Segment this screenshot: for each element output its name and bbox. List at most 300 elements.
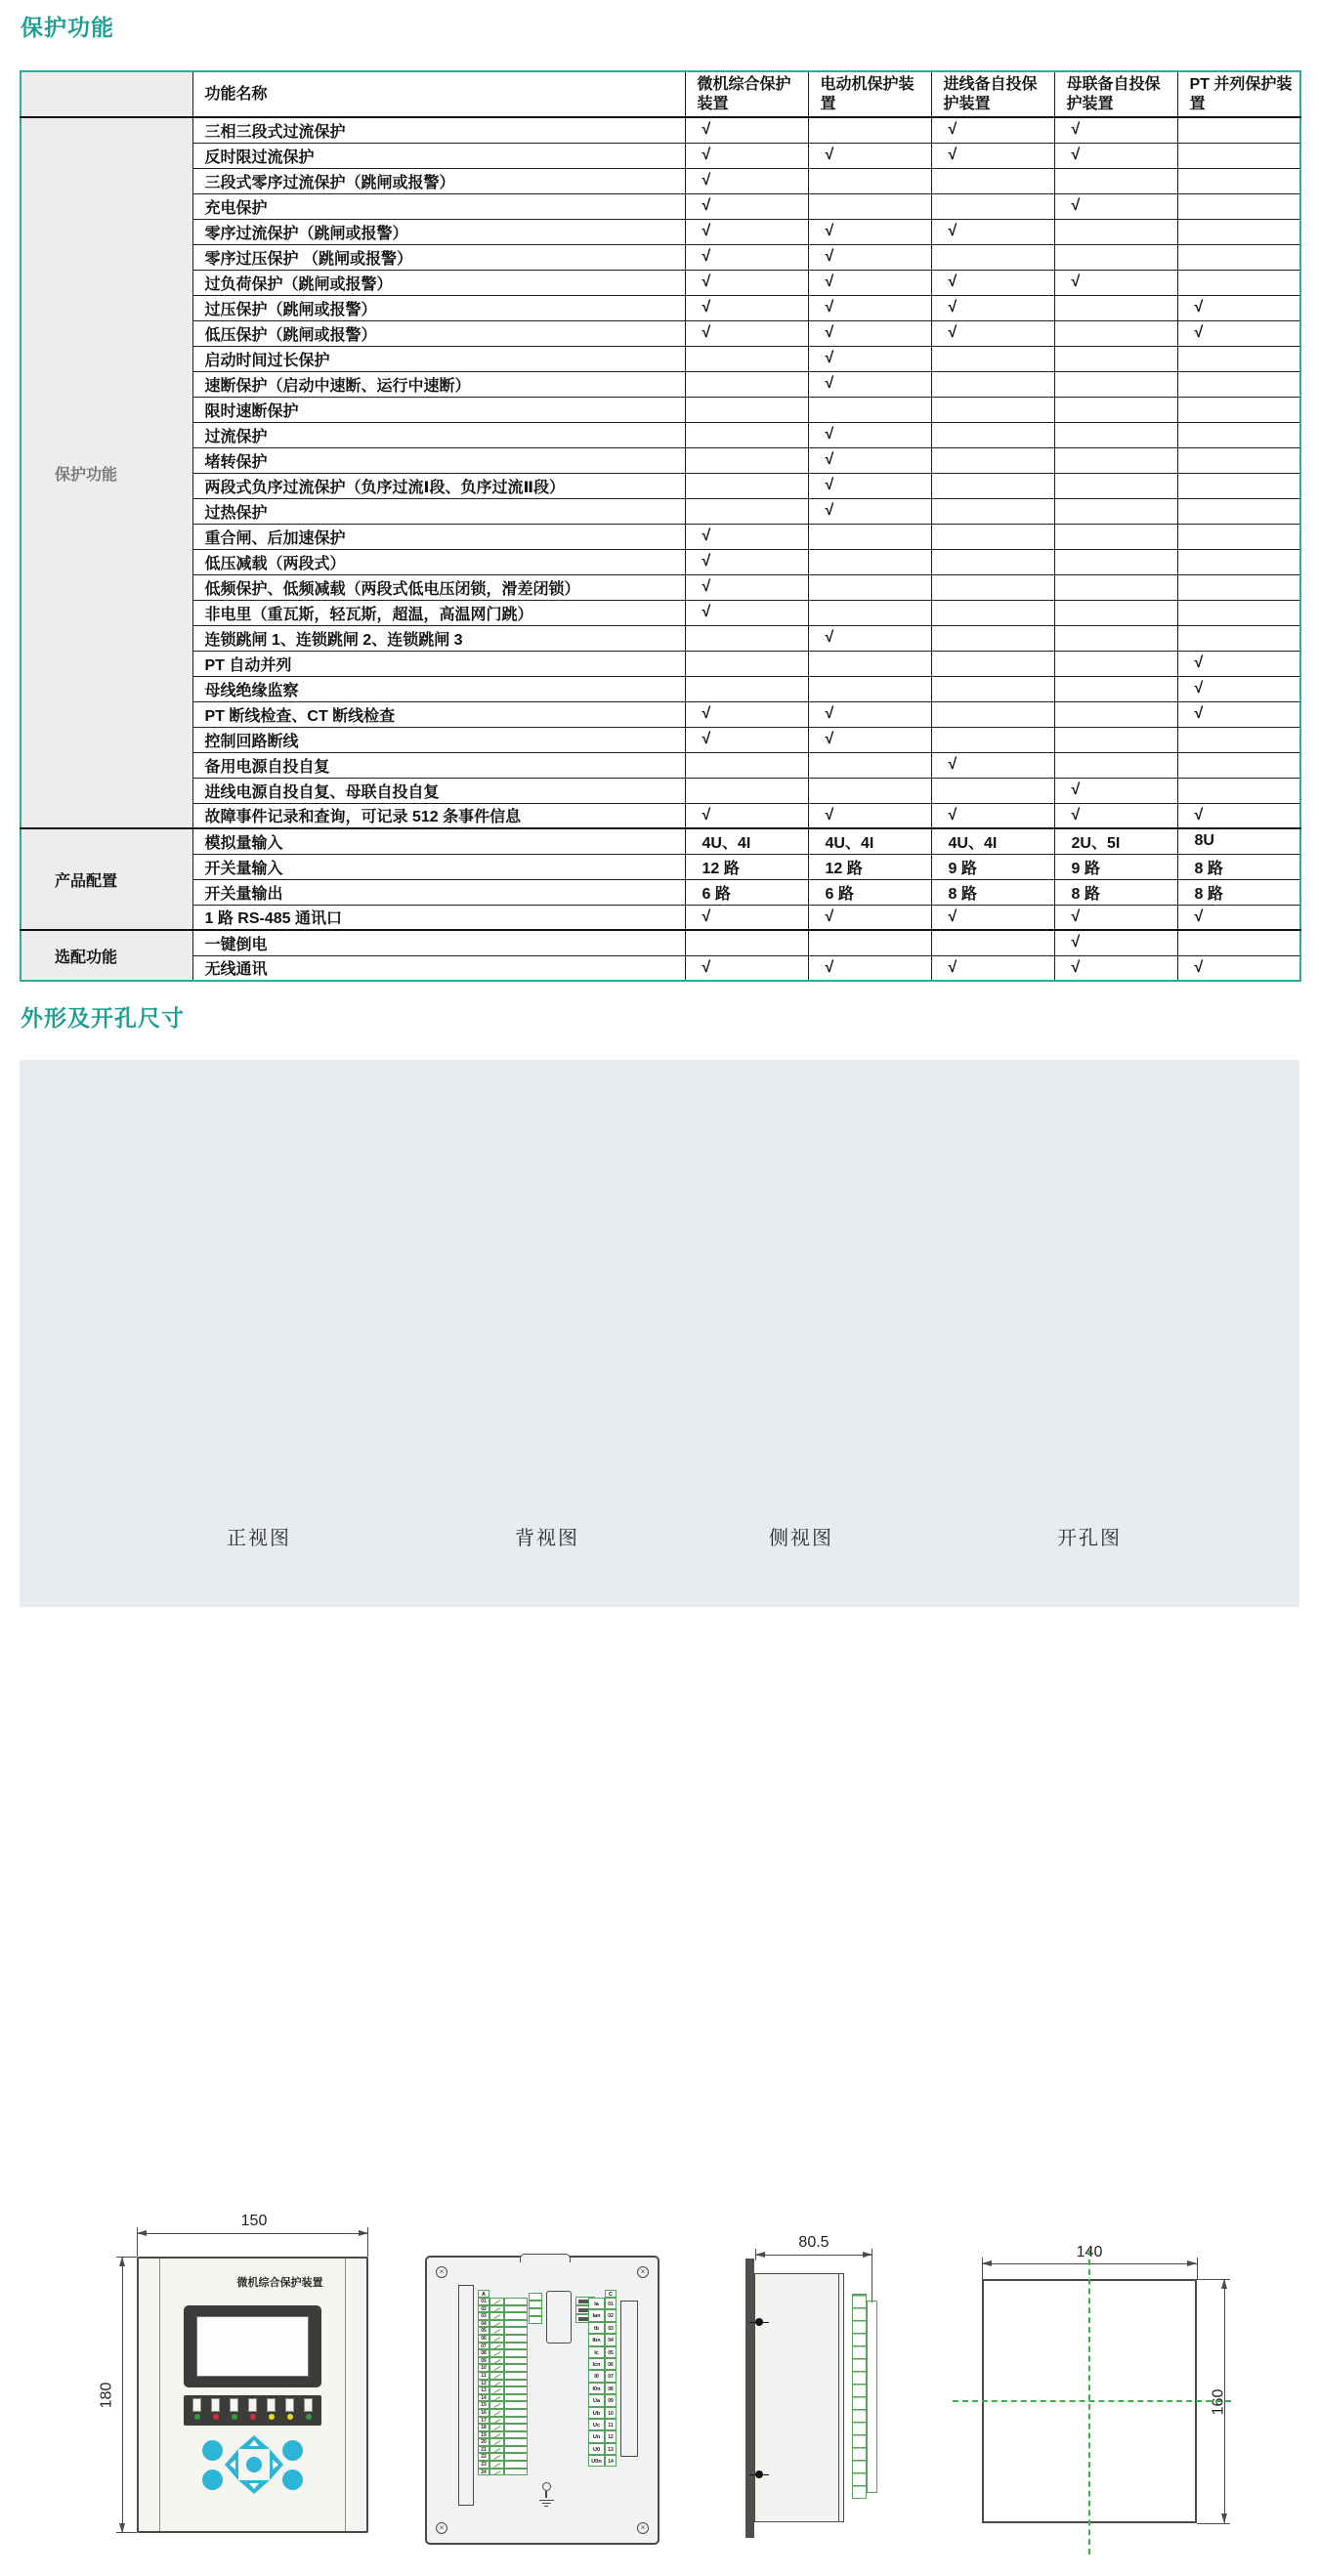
terminal-row: 21 xyxy=(478,2446,528,2454)
function-button[interactable] xyxy=(202,2440,223,2461)
config-value: 8 路 xyxy=(1177,854,1300,879)
drawings-panel xyxy=(20,1060,1299,2532)
function-name: 非电里（重瓦斯，轻瓦斯，超温，高温网门跳） xyxy=(192,600,685,625)
config-value: 8 路 xyxy=(1177,879,1300,905)
empty-cell xyxy=(808,168,931,193)
empty-cell xyxy=(1177,752,1300,778)
terminal-row: 18 xyxy=(478,2424,528,2431)
indicator-column xyxy=(248,2398,257,2426)
empty-cell xyxy=(931,371,1054,397)
empty-cell xyxy=(808,930,931,955)
terminal-row: Uc 11 xyxy=(588,2419,617,2430)
empty-cell xyxy=(931,930,1054,955)
group-label: 选配功能 xyxy=(21,930,192,981)
empty-cell xyxy=(931,676,1054,701)
device-body-side xyxy=(754,2273,844,2522)
function-name: 低压保护（跳闸或报警） xyxy=(192,320,685,346)
indicator-label-box xyxy=(211,2398,220,2412)
empty-cell xyxy=(1177,574,1300,600)
empty-cell xyxy=(1054,600,1177,625)
check-mark: √ xyxy=(1054,930,1177,955)
terminal-row: Ib 03 xyxy=(588,2322,617,2334)
terminal-row: 04 xyxy=(478,2320,528,2328)
empty-cell xyxy=(808,524,931,549)
empty-cell xyxy=(931,422,1054,447)
empty-cell xyxy=(1177,244,1300,270)
check-mark: √ xyxy=(808,422,931,447)
device-header-3: 进线备自投保护装置 xyxy=(931,71,1054,117)
config-value: 4U、4I xyxy=(685,828,808,854)
side-view-drawing xyxy=(703,2232,899,2555)
enter-button[interactable] xyxy=(244,2455,264,2474)
check-mark: √ xyxy=(685,193,808,219)
table-row xyxy=(21,346,1300,371)
table-row xyxy=(21,143,1300,168)
empty-cell xyxy=(685,778,808,803)
indicator-label-box xyxy=(285,2398,294,2412)
empty-cell xyxy=(808,117,931,143)
empty-cell xyxy=(931,651,1054,676)
empty-cell xyxy=(685,651,808,676)
empty-cell xyxy=(1054,422,1177,447)
side-depth-dimline xyxy=(755,2255,872,2256)
check-mark: √ xyxy=(931,905,1054,930)
table-row xyxy=(21,955,1300,981)
empty-cell xyxy=(1177,397,1300,422)
front-height-dimline xyxy=(122,2257,123,2533)
mounting-clip xyxy=(520,2254,571,2262)
check-mark: √ xyxy=(931,219,1054,244)
table-row xyxy=(21,600,1300,625)
terminal-row: 10 xyxy=(478,2364,528,2372)
front-width-dim: 150 xyxy=(240,2213,268,2229)
check-mark: √ xyxy=(685,219,808,244)
corner-cell xyxy=(21,71,192,117)
function-name: 一键倒电 xyxy=(192,930,685,955)
function-name: 启动时间过长保护 xyxy=(192,346,685,371)
empty-cell xyxy=(1177,524,1300,549)
config-value: 8 路 xyxy=(1054,879,1177,905)
terminal-row: 20 xyxy=(478,2438,528,2446)
check-mark: √ xyxy=(685,549,808,574)
function-name: 速断保护（启动中速断、运行中速断） xyxy=(192,371,685,397)
terminal-row: 14 xyxy=(478,2394,528,2402)
caption-cutout-view: 开孔图 xyxy=(1057,1528,1122,1549)
table-row xyxy=(21,879,1300,905)
mounting-bracket-right xyxy=(620,2301,638,2457)
check-mark: √ xyxy=(1054,778,1177,803)
check-mark: √ xyxy=(808,905,931,930)
panel-rail-right xyxy=(345,2259,346,2531)
device-front-panel xyxy=(137,2257,368,2533)
table-row xyxy=(21,752,1300,778)
terminal-header-a: A xyxy=(478,2290,489,2298)
spec-table xyxy=(20,70,1301,982)
check-mark: √ xyxy=(685,295,808,320)
check-mark: √ xyxy=(1177,676,1300,701)
empty-cell xyxy=(808,193,931,219)
group-label: 产品配置 xyxy=(21,828,192,930)
terminal-row: I0n 08 xyxy=(588,2383,617,2394)
empty-cell xyxy=(808,752,931,778)
terminal-block-mid xyxy=(529,2293,542,2324)
centerline-vertical xyxy=(1088,2250,1090,2555)
empty-cell xyxy=(685,371,808,397)
check-mark: √ xyxy=(808,219,931,244)
check-mark: √ xyxy=(808,955,931,981)
config-value: 4U、4I xyxy=(808,828,931,854)
function-name: 进线电源自投自复、母联自投自复 xyxy=(192,778,685,803)
group-label: 保护功能 xyxy=(21,117,192,828)
terminal-plate-side xyxy=(867,2301,877,2493)
empty-cell xyxy=(1054,346,1177,371)
empty-cell xyxy=(1177,117,1300,143)
terminal-row: Icn 06 xyxy=(588,2358,617,2370)
empty-cell xyxy=(685,346,808,371)
terminal-row: 07 xyxy=(478,2343,528,2350)
indicator-label-box xyxy=(267,2398,276,2412)
function-name: 零序过流保护（跳闸或报警） xyxy=(192,219,685,244)
empty-cell xyxy=(1177,168,1300,193)
function-name: 反时限过流保护 xyxy=(192,143,685,168)
screw-icon: × xyxy=(637,2522,649,2534)
empty-cell xyxy=(808,600,931,625)
empty-cell xyxy=(931,447,1054,473)
table-row xyxy=(21,676,1300,701)
check-mark: √ xyxy=(808,295,931,320)
config-value: 6 路 xyxy=(808,879,931,905)
table-row xyxy=(21,828,1300,854)
empty-cell xyxy=(685,447,808,473)
empty-cell xyxy=(1177,600,1300,625)
check-mark: √ xyxy=(1054,117,1177,143)
function-name: 备用电源自投自复 xyxy=(192,752,685,778)
check-mark: √ xyxy=(808,727,931,752)
table-row xyxy=(21,397,1300,422)
check-mark: √ xyxy=(808,143,931,168)
panel-rail-left xyxy=(159,2259,160,2531)
check-mark: √ xyxy=(808,701,931,727)
config-value: 4U、4I xyxy=(931,828,1054,854)
config-value: 8U xyxy=(1177,828,1300,854)
function-name: PT 断线检查、CT 断线检查 xyxy=(192,701,685,727)
empty-cell xyxy=(1177,498,1300,524)
terminal-row: 11 xyxy=(478,2372,528,2380)
table-row xyxy=(21,371,1300,397)
terminal-row: Ian 02 xyxy=(588,2309,617,2321)
terminal-row: 12 xyxy=(478,2380,528,2387)
check-mark: √ xyxy=(1054,193,1177,219)
check-mark: √ xyxy=(685,574,808,600)
cutout-height-dim: 160 xyxy=(1210,2388,1227,2416)
mounting-bracket-left xyxy=(458,2285,474,2506)
empty-cell xyxy=(1177,727,1300,752)
empty-cell xyxy=(931,498,1054,524)
empty-cell xyxy=(1054,701,1177,727)
terminal-strip-c xyxy=(588,2290,617,2467)
indicator-column xyxy=(267,2398,276,2426)
empty-cell xyxy=(808,651,931,676)
terminal-row: 13 xyxy=(478,2386,528,2394)
function-name: 重合闸、后加速保护 xyxy=(192,524,685,549)
check-mark: √ xyxy=(808,625,931,651)
terminal-row: 03 xyxy=(478,2312,528,2320)
centerline-horizontal xyxy=(953,2400,1231,2402)
empty-cell xyxy=(1054,676,1177,701)
function-button[interactable] xyxy=(282,2440,303,2461)
indicator-column xyxy=(230,2398,238,2426)
function-name: 低压减载（两段式） xyxy=(192,549,685,574)
table-row xyxy=(21,295,1300,320)
check-mark: √ xyxy=(1054,270,1177,295)
config-value: 9 路 xyxy=(931,854,1054,879)
empty-cell xyxy=(1054,574,1177,600)
config-value: 8 路 xyxy=(931,879,1054,905)
check-mark: √ xyxy=(1177,955,1300,981)
device-header-1: 微机综合保护装置 xyxy=(685,71,808,117)
function-name: 两段式负序过流保护（负序过流Ⅰ段、负序过流Ⅱ段） xyxy=(192,473,685,498)
table-row xyxy=(21,727,1300,752)
led-icon xyxy=(250,2414,256,2420)
empty-cell xyxy=(685,930,808,955)
empty-cell xyxy=(931,397,1054,422)
ground-symbol-icon xyxy=(536,2482,556,2507)
function-name: 过负荷保护（跳闸或报警） xyxy=(192,270,685,295)
empty-cell xyxy=(1054,244,1177,270)
terminal-row: 02 xyxy=(478,2305,528,2313)
empty-cell xyxy=(931,701,1054,727)
section-title-dimensions: 外形及开孔尺寸 xyxy=(21,1005,185,1031)
front-plate-side xyxy=(745,2259,754,2538)
terminal-row: 17 xyxy=(478,2417,528,2425)
function-name: 三段式零序过流保护（跳闸或报警） xyxy=(192,168,685,193)
config-value: 12 路 xyxy=(808,854,931,879)
empty-cell xyxy=(931,600,1054,625)
check-mark: √ xyxy=(931,270,1054,295)
section-title-protection: 保护功能 xyxy=(21,15,114,40)
check-mark: √ xyxy=(931,295,1054,320)
empty-cell xyxy=(1054,168,1177,193)
terminal-row: U0 13 xyxy=(588,2443,617,2455)
terminal-row: Ia 01 xyxy=(588,2298,617,2309)
empty-cell xyxy=(685,498,808,524)
indicator-label-box xyxy=(248,2398,257,2412)
check-mark: √ xyxy=(1177,651,1300,676)
empty-cell xyxy=(931,193,1054,219)
empty-cell xyxy=(1177,625,1300,651)
empty-cell xyxy=(685,752,808,778)
empty-cell xyxy=(685,422,808,447)
empty-cell xyxy=(1177,371,1300,397)
check-mark: √ xyxy=(1054,905,1177,930)
terminal-row: I0 07 xyxy=(588,2370,617,2382)
caption-back-view: 背视图 xyxy=(515,1528,579,1549)
empty-cell xyxy=(1177,473,1300,498)
empty-cell xyxy=(1177,447,1300,473)
clamp-screw-icon xyxy=(749,2317,769,2327)
device-header-5: PT 并列保护装置 xyxy=(1177,71,1300,117)
empty-cell xyxy=(1177,143,1300,168)
terminal-row: 23 xyxy=(478,2461,528,2469)
navigation-pad[interactable] xyxy=(225,2435,283,2494)
terminal-row: 19 xyxy=(478,2431,528,2439)
empty-cell xyxy=(1054,219,1177,244)
check-mark: √ xyxy=(685,701,808,727)
check-mark: √ xyxy=(808,447,931,473)
empty-cell xyxy=(1054,524,1177,549)
empty-cell xyxy=(931,244,1054,270)
led-icon xyxy=(306,2414,312,2420)
table-row xyxy=(21,549,1300,574)
function-button[interactable] xyxy=(202,2470,223,2490)
back-view-drawing xyxy=(410,2240,674,2562)
terminal-row: U0n 14 xyxy=(588,2455,617,2467)
table-row xyxy=(21,117,1300,143)
function-name: 开关量输出 xyxy=(192,879,685,905)
table-row xyxy=(21,498,1300,524)
check-mark: √ xyxy=(931,752,1054,778)
empty-cell xyxy=(1177,778,1300,803)
function-name: 母线绝缘监察 xyxy=(192,676,685,701)
terminal-header-c: C xyxy=(605,2290,617,2298)
empty-cell xyxy=(685,397,808,422)
terminal-row: 15 xyxy=(478,2401,528,2409)
empty-cell xyxy=(808,549,931,574)
empty-cell xyxy=(1054,549,1177,574)
table-row xyxy=(21,803,1300,828)
screw-icon: × xyxy=(436,2266,447,2278)
function-name: 低频保护、低频减载（两段式低电压闭锁，滑差闭锁） xyxy=(192,574,685,600)
check-mark: √ xyxy=(808,498,931,524)
table-row xyxy=(21,320,1300,346)
empty-cell xyxy=(931,473,1054,498)
front-width-dimline xyxy=(137,2233,368,2234)
terminal-row: 08 xyxy=(478,2349,528,2357)
terminal-row: Ub 10 xyxy=(588,2407,617,2419)
empty-cell xyxy=(1177,549,1300,574)
front-view-drawing xyxy=(98,2213,401,2576)
table-row xyxy=(21,219,1300,244)
empty-cell xyxy=(808,574,931,600)
device-header-4: 母联备自投保护装置 xyxy=(1054,71,1177,117)
empty-cell xyxy=(1054,371,1177,397)
empty-cell xyxy=(1054,752,1177,778)
check-mark: √ xyxy=(685,117,808,143)
comm-connector xyxy=(546,2291,572,2344)
check-mark: √ xyxy=(808,346,931,371)
table-row xyxy=(21,854,1300,879)
function-name: PT 自动并列 xyxy=(192,651,685,676)
table-row xyxy=(21,244,1300,270)
empty-cell xyxy=(1177,270,1300,295)
check-mark: √ xyxy=(685,803,808,828)
check-mark: √ xyxy=(685,244,808,270)
empty-cell xyxy=(1054,625,1177,651)
empty-cell xyxy=(1177,346,1300,371)
check-mark: √ xyxy=(808,803,931,828)
table-row xyxy=(21,270,1300,295)
device-header-2: 电动机保护装置 xyxy=(808,71,931,117)
function-name: 充电保护 xyxy=(192,193,685,219)
table-row xyxy=(21,905,1300,930)
empty-cell xyxy=(1054,473,1177,498)
check-mark: √ xyxy=(931,955,1054,981)
empty-cell xyxy=(1177,193,1300,219)
check-mark: √ xyxy=(808,320,931,346)
table-row xyxy=(21,193,1300,219)
empty-cell xyxy=(685,473,808,498)
function-name: 开关量输入 xyxy=(192,854,685,879)
empty-cell xyxy=(1054,651,1177,676)
check-mark: √ xyxy=(685,143,808,168)
empty-cell xyxy=(931,524,1054,549)
device-back-panel xyxy=(425,2256,660,2545)
table-row xyxy=(21,930,1300,955)
indicator-column xyxy=(192,2398,201,2426)
device-label: 微机综合保护装置 xyxy=(236,2277,323,2289)
indicator-strip xyxy=(184,2395,321,2426)
function-name: 限时速断保护 xyxy=(192,397,685,422)
table-row xyxy=(21,625,1300,651)
empty-cell xyxy=(931,346,1054,371)
config-value: 2U、5I xyxy=(1054,828,1177,854)
led-icon xyxy=(287,2414,293,2420)
terminal-row: Ibn 04 xyxy=(588,2334,617,2345)
function-name: 故障事件记录和查询，可记录 512 条事件信息 xyxy=(192,803,685,828)
check-mark: √ xyxy=(1054,955,1177,981)
empty-cell xyxy=(1177,422,1300,447)
check-mark: √ xyxy=(1177,701,1300,727)
terminal-row: Ic 05 xyxy=(588,2346,617,2358)
config-value: 9 路 xyxy=(1054,854,1177,879)
check-mark: √ xyxy=(931,803,1054,828)
function-name-header: 功能名称 xyxy=(192,71,685,117)
empty-cell xyxy=(1054,295,1177,320)
check-mark: √ xyxy=(1054,803,1177,828)
terminal-row: 22 xyxy=(478,2453,528,2461)
screw-icon: × xyxy=(637,2266,649,2278)
empty-cell xyxy=(808,676,931,701)
function-name: 连锁跳闸 1、连锁跳闸 2、连锁跳闸 3 xyxy=(192,625,685,651)
caption-side-view: 侧视图 xyxy=(769,1528,833,1549)
terminal-row: 16 xyxy=(478,2409,528,2417)
spec-table-body xyxy=(21,117,1300,981)
function-name: 三相三段式过流保护 xyxy=(192,117,685,143)
check-mark: √ xyxy=(931,117,1054,143)
check-mark: √ xyxy=(1054,143,1177,168)
function-name: 1 路 RS-485 通讯口 xyxy=(192,905,685,930)
function-name: 模拟量输入 xyxy=(192,828,685,854)
terminal-row: 06 xyxy=(478,2335,528,2343)
check-mark: √ xyxy=(808,371,931,397)
terminal-ladder-side xyxy=(852,2294,867,2499)
check-mark: √ xyxy=(1177,295,1300,320)
check-mark: √ xyxy=(1177,803,1300,828)
check-mark: √ xyxy=(685,270,808,295)
side-depth-dim: 80.5 xyxy=(798,2234,830,2251)
cutout-width-dim: 140 xyxy=(1076,2244,1103,2260)
table-row xyxy=(21,447,1300,473)
check-mark: √ xyxy=(685,905,808,930)
table-row xyxy=(21,168,1300,193)
empty-cell xyxy=(931,625,1054,651)
empty-cell xyxy=(931,727,1054,752)
function-button[interactable] xyxy=(282,2470,303,2490)
caption-front-view: 正视图 xyxy=(227,1528,291,1549)
empty-cell xyxy=(1177,219,1300,244)
empty-cell xyxy=(1054,397,1177,422)
table-row xyxy=(21,701,1300,727)
